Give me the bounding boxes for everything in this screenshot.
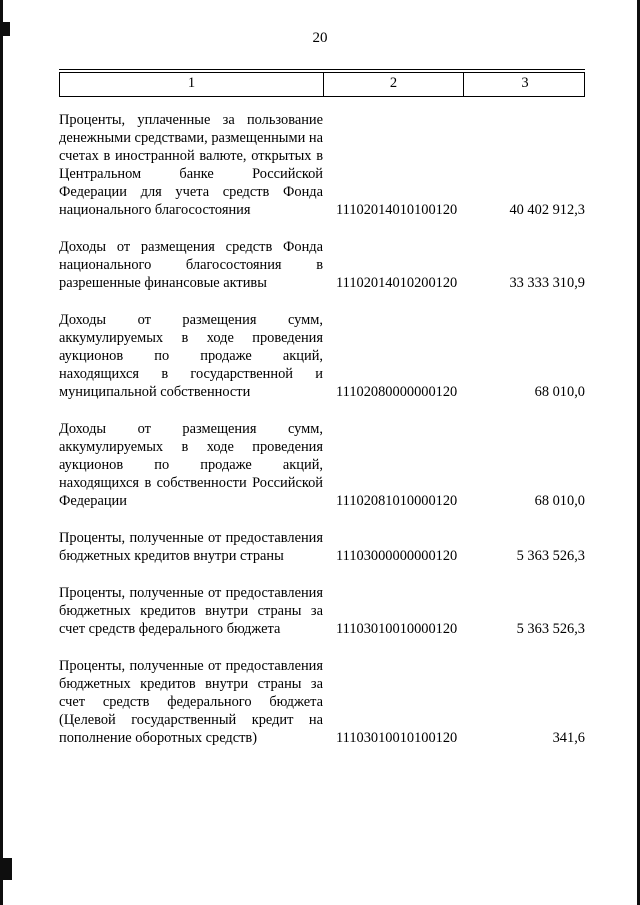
table-row xyxy=(59,311,585,401)
row-amount: 5 363 526,3 xyxy=(516,548,585,564)
row-description: Проценты, полученные от предоставления бюджетных кредитов внутри страны xyxy=(59,530,323,564)
row-amount: 5 363 526,3 xyxy=(516,621,585,637)
table-row xyxy=(59,657,585,747)
table-row xyxy=(59,529,585,565)
table-body xyxy=(59,111,585,747)
row-budget-code: 11103010010000120 xyxy=(336,621,458,637)
page-number: 20 xyxy=(312,30,328,46)
row-budget-code: 11102080000000120 xyxy=(336,384,458,400)
row-budget-code: 11102014010200120 xyxy=(336,275,458,291)
table-header-row xyxy=(59,72,585,97)
row-budget-code: 11103000000000120 xyxy=(336,548,458,564)
row-description: Доходы от размещения сумм, аккумулируемых в ходе проведения аукционов по продаже акций, находящихся в собственности Российской Федерации xyxy=(59,421,323,509)
table-row xyxy=(59,111,585,219)
row-description: Проценты, уплаченные за пользование денежными средствами, размещенными на счетах в иностранной валюте, открытых в Центральном банке Российской Федерации для учета средств Фонда национального благосостояния xyxy=(59,112,323,218)
table-row xyxy=(59,584,585,638)
table-row xyxy=(59,420,585,510)
scan-artifact-bottom-left xyxy=(0,858,12,880)
column-header-3: 3 xyxy=(521,75,529,91)
table-top-rule xyxy=(59,69,585,70)
table-row xyxy=(59,238,585,292)
row-description: Доходы от размещения сумм, аккумулируемых в ходе проведения аукционов по продаже акций, находящихся в государственной и муниципальной собственности xyxy=(59,312,323,400)
row-budget-code: 11102081010000120 xyxy=(336,493,458,509)
column-header-1: 1 xyxy=(60,73,324,96)
row-description: Доходы от размещения средств Фонда национального благосостояния в разрешенные финансовые активы xyxy=(59,239,323,291)
row-amount: 68 010,0 xyxy=(534,493,585,509)
row-amount: 40 402 912,3 xyxy=(509,202,585,218)
row-amount: 68 010,0 xyxy=(534,384,585,400)
scan-edge-left xyxy=(0,0,3,905)
row-budget-code: 11102014010100120 xyxy=(336,202,458,218)
revenue-table xyxy=(59,69,585,766)
row-amount: 341,6 xyxy=(552,730,585,746)
row-description: Проценты, полученные от предоставления бюджетных кредитов внутри страны за счет средств федерального бюджета (Целевой государственный кредит на пополнение оборотных средств) xyxy=(59,658,323,746)
row-budget-code: 11103010010100120 xyxy=(336,730,458,746)
row-description: Проценты, полученные от предоставления бюджетных кредитов внутри страны за счет средств федерального бюджета xyxy=(59,585,323,637)
column-header-2: 2 xyxy=(324,73,464,96)
row-amount: 33 333 310,9 xyxy=(509,275,585,291)
